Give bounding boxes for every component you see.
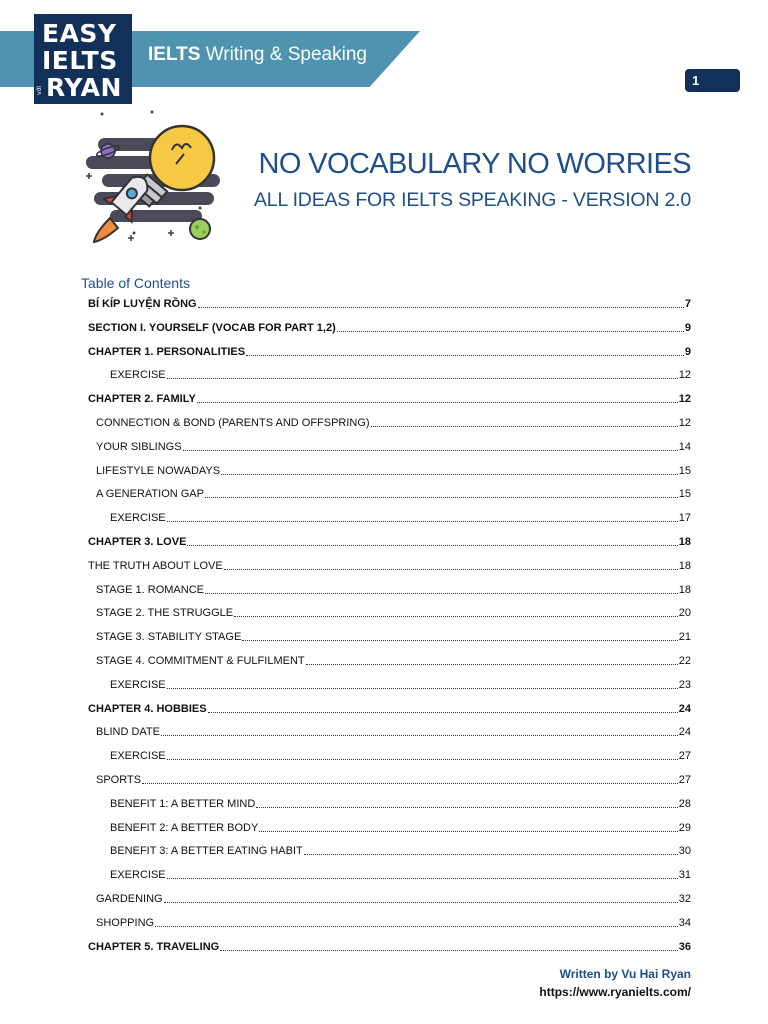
toc-leader-dots [142,782,678,784]
header-title: IELTS Writing & Speaking [148,44,367,65]
toc-entry-label: SHOPPING [96,916,155,929]
toc-entry[interactable] [88,293,691,310]
toc-entry[interactable] [96,483,691,500]
toc-entry-label: A GENERATION GAP [96,488,204,501]
toc-entry-page: 22 [678,655,691,667]
toc-entry-label: EXERCISE [110,512,166,525]
toc-entry-page: 30 [678,845,691,858]
logo-text-easy: EASY [42,19,117,48]
toc-entry[interactable] [96,912,691,929]
toc-leader-dots [167,377,678,379]
toc-entry[interactable] [96,650,691,667]
toc-leader-dots [371,425,678,427]
toc-entry-page: 12 [678,369,691,382]
toc-entry[interactable] [96,579,691,596]
toc-entry-page: 27 [678,774,691,786]
toc-leader-dots [224,568,678,570]
toc-entry[interactable] [110,864,691,881]
toc-entry-label: STAGE 2. THE STRUGGLE [96,607,234,620]
toc-entry-page: 24 [678,726,691,739]
toc-entry-page: 15 [678,488,691,501]
toc-leader-dots [197,401,678,403]
toc-entry-page: 17 [678,512,691,525]
toc-entry-page: 18 [678,583,691,596]
toc-entry-page: 31 [678,869,691,882]
logo-text-ielts: IELTS [42,46,118,75]
toc-entry-label: CHAPTER 3. LOVE [88,536,187,548]
toc-leader-dots [259,830,677,832]
toc-entry-label: CHAPTER 2. FAMILY [88,393,196,406]
toc-leader-dots [220,949,678,951]
toc-entry-label: THE TRUTH ABOUT LOVE [88,559,223,572]
toc-entry-label: LIFESTYLE NOWADAYS [96,464,221,477]
toc-entry-page: 15 [678,464,691,477]
toc-entry[interactable] [96,721,691,738]
website-link[interactable]: https://www.ryanielts.com/ [539,985,691,999]
toc-entry-page: 7 [684,298,691,310]
document-subtitle: ALL IDEAS FOR IELTS SPEAKING - VERSION 2.0 [254,189,691,211]
toc-entry-label: BÍ KÍP LUYỆN RỒNG [88,298,197,310]
toc-entry[interactable] [88,317,691,334]
toc-entry-page: 24 [678,702,691,715]
toc-leader-dots [167,687,678,689]
toc-leader-dots [198,306,684,308]
toc-entry-label: EXERCISE [110,678,166,691]
toc-entry-label: EXERCISE [110,869,166,882]
toc-entry-label: CHAPTER 4. HOBBIES [88,702,207,715]
toc-entry-label: STAGE 3. STABILITY STAGE [96,631,242,644]
toc-leader-dots [306,663,678,665]
toc-entry[interactable] [88,531,691,548]
toc-entry-label: BENEFIT 1: A BETTER MIND [110,797,256,810]
toc-leader-dots [167,877,678,879]
toc-leader-dots [161,734,678,736]
toc-entry-label: SECTION I. YOURSELF (VOCAB FOR PART 1,2) [88,321,336,334]
toc-leader-dots [183,449,678,451]
toc-entry-label: EXERCISE [110,750,166,763]
toc-entry[interactable] [110,745,691,762]
toc-entry[interactable] [88,341,691,358]
toc-entry-label: SPORTS [96,774,142,786]
toc-leader-dots [242,639,677,641]
toc-entry[interactable] [110,793,691,810]
toc-entry[interactable] [88,936,691,953]
toc-entry-page: 9 [684,321,691,334]
toc-entry-label: GARDENING [96,893,163,905]
author-credit: Written by Vu Hai Ryan [559,967,691,981]
toc-entry-page: 23 [678,678,691,691]
toc-entry-page: 12 [678,417,691,429]
toc-entry-label: YOUR SIBLINGS [96,440,182,453]
toc-leader-dots [246,354,684,356]
toc-entry[interactable] [96,602,691,619]
toc-entry-page: 18 [678,559,691,572]
toc-entry-label: EXERCISE [110,369,166,382]
toc-entry-label: CHAPTER 5. TRAVELING [88,940,220,953]
toc-entry-label: CONNECTION & BOND (PARENTS AND OFFSPRING) [96,417,370,429]
toc-leader-dots [205,496,678,498]
toc-entry-page: 27 [678,750,691,763]
toc-entry-page: 14 [678,440,691,453]
toc-entry[interactable] [110,364,691,381]
toc-entry-page: 9 [684,345,691,358]
toc-leader-dots [187,544,677,546]
logo-text-voi: với [36,86,43,95]
toc-entry[interactable] [96,460,691,477]
toc-entry[interactable] [110,840,691,857]
toc-entry[interactable] [110,817,691,834]
toc-entry[interactable] [96,769,691,786]
toc-entry-page: 28 [678,797,691,810]
logo-text-ryan: RYAN [46,73,122,102]
toc-entry-page: 21 [678,631,691,644]
toc-entry[interactable] [88,388,691,405]
toc-entry[interactable] [110,507,691,524]
toc-entry-label: STAGE 4. COMMITMENT & FULFILMENT [96,655,305,667]
toc-leader-dots [221,473,678,475]
document-title: NO VOCABULARY NO WORRIES [258,148,691,180]
toc-entry[interactable] [96,888,691,905]
toc-leader-dots [304,853,678,855]
toc-leader-dots [256,806,677,808]
toc-entry-label: BENEFIT 3: A BETTER EATING HABIT [110,845,303,858]
toc-leader-dots [208,711,678,713]
toc-entry-page: 18 [678,536,691,548]
page-number-badge: 1 [685,69,740,92]
toc-leader-dots [155,925,678,927]
toc-entry[interactable] [96,436,691,453]
toc-entry[interactable] [88,698,691,715]
toc-entry-page: 20 [678,607,691,620]
toc-leader-dots [167,758,678,760]
toc-heading: Table of Contents [81,275,190,291]
toc-leader-dots [234,615,678,617]
brand-logo [34,14,132,104]
toc-entry-page: 34 [678,916,691,929]
toc-leader-dots [205,592,678,594]
toc-leader-dots [164,901,678,903]
toc-entry[interactable] [110,674,691,691]
toc-entry[interactable] [96,626,691,643]
toc-entry-label: STAGE 1. ROMANCE [96,583,204,596]
toc-entry-page: 32 [678,893,691,905]
toc-entry[interactable] [88,555,691,572]
toc-entry-page: 36 [678,940,691,953]
toc-leader-dots [337,330,684,332]
toc-entry-label: BENEFIT 2: A BETTER BODY [110,821,259,834]
toc-leader-dots [167,520,678,522]
toc-entry-page: 29 [678,821,691,834]
toc-entry[interactable] [96,412,691,429]
green-planet-icon [190,219,210,239]
toc-entry-page: 12 [678,393,691,406]
toc-entry-label: CHAPTER 1. PERSONALITIES [88,345,246,358]
toc-entry-label: BLIND DATE [96,726,160,739]
